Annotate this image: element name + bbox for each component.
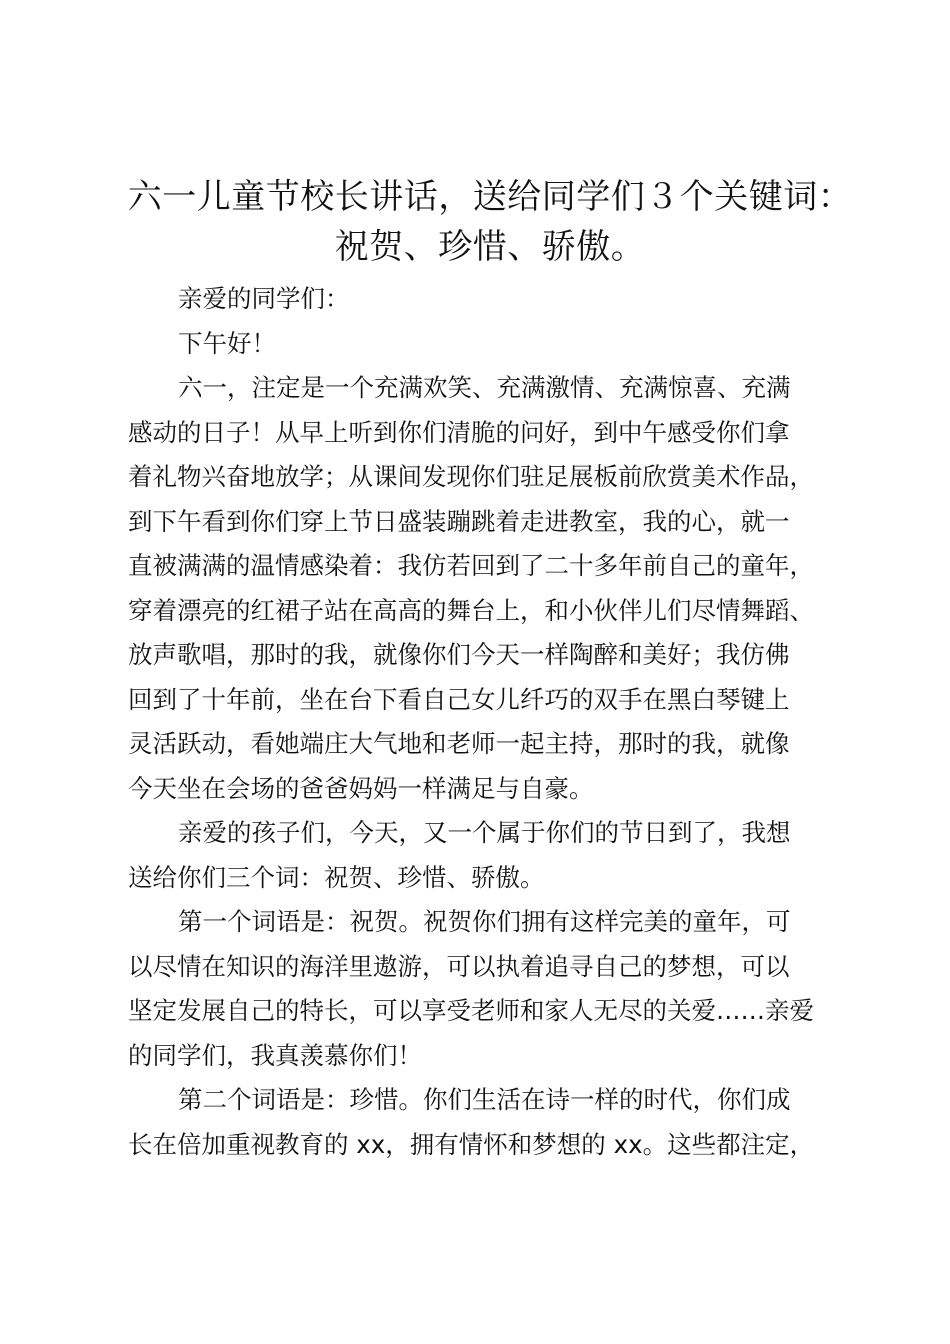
salutation-paragraph xyxy=(128,277,858,322)
document-title xyxy=(110,172,870,272)
text-line: 长在倍加重视教育的 xx，拥有情怀和梦想的 xx。这些都注定， xyxy=(128,1129,815,1159)
text-line: 到下午看到你们穿上节日盛装蹦跳着走进教室，我的心，就一 xyxy=(128,506,790,536)
text-line: 穿着漂亮的红裙子站在高高的舞台上，和小伙伴儿们尽情舞蹈、 xyxy=(128,595,814,625)
text-line: 送给你们三个词：祝贺、珍惜、骄傲。 xyxy=(128,862,545,892)
body-paragraph xyxy=(128,811,858,900)
title-line: 祝贺、珍惜、骄傲。 xyxy=(334,227,646,267)
text-line: 感动的日子！从早上听到你们清脆的问好，到中午感受你们拿 xyxy=(128,417,790,447)
text-line: 放声歌唱，那时的我，就像你们今天一样陶醉和美好；我仿佛 xyxy=(128,640,790,669)
text-line: 着礼物兴奋地放学；从课间发现你们驻足展板前欣赏美术作品， xyxy=(128,462,814,491)
text-line: 亲爱的孩子们，今天，又一个属于你们的节日到了，我想 xyxy=(178,818,791,847)
document-body xyxy=(128,277,858,1167)
body-paragraph xyxy=(128,1078,858,1167)
text-line: 下午好！ xyxy=(178,328,276,358)
text-line: 第二个词语是：珍惜。你们生活在诗一样的时代，你们成 xyxy=(178,1085,791,1114)
text-line: 以尽情在知识的海洋里遨游，可以执着追寻自己的梦想，可以 xyxy=(128,951,790,981)
text-line: 回到了十年前，坐在台下看自己女儿纤巧的双手在黑白琴键上 xyxy=(128,684,790,714)
text-line: 直被满满的温情感染着：我仿若回到了二十多年前自己的童年， xyxy=(128,551,814,580)
text-line: 的同学们，我真羡慕你们！ xyxy=(128,1040,422,1070)
text-line: 六一，注定是一个充满欢笑、充满激情、充满惊喜、充满 xyxy=(178,373,791,402)
text-line: 亲爱的同学们： xyxy=(178,284,350,313)
text-line: 坚定发展自己的特长，可以享受老师和家人无尽的关爱……亲爱 xyxy=(128,996,814,1025)
text-line: 今天坐在会场的爸爸妈妈一样满足与自豪。 xyxy=(128,773,594,803)
title-line: 六一儿童节校长讲话，送给同学们３个关键词： xyxy=(127,177,853,217)
text-line: 第一个词语是：祝贺。祝贺你们拥有这样完美的童年，可 xyxy=(178,907,791,936)
body-paragraph xyxy=(128,366,858,811)
body-paragraph xyxy=(128,900,858,1078)
greeting-paragraph xyxy=(128,322,858,367)
text-line: 灵活跃动，看她端庄大气地和老师一起主持，那时的我，就像 xyxy=(128,729,790,758)
